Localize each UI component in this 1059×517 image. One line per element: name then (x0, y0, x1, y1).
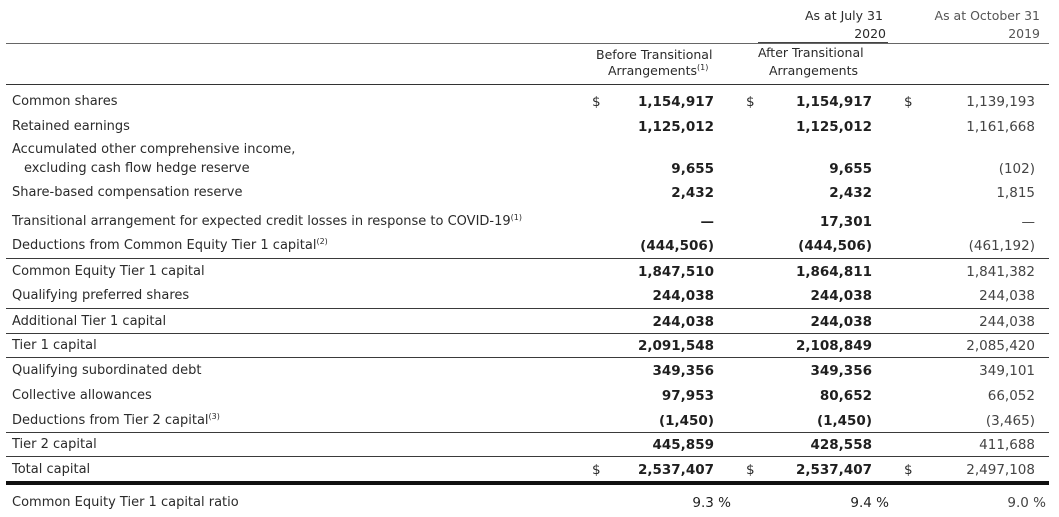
row-divider (6, 456, 1049, 457)
header-july-underline (758, 42, 888, 43)
row-label-cet1-capital: Common Equity Tier 1 capital (12, 264, 205, 279)
cell-before: 2,432 (671, 185, 714, 201)
header-july-year: 2020 (854, 26, 886, 41)
row-label-text: Transitional arrangement for expected credit losses in response to COVID-19 (12, 214, 511, 229)
row-label-common-shares: Common shares (12, 94, 118, 109)
header-after-line1: After Transitional (758, 45, 864, 60)
cell-before: 1,847,510 (637, 264, 714, 280)
row-label-additional-tier1: Additional Tier 1 capital (12, 314, 167, 329)
cell-oct: 2,497,108 (966, 462, 1035, 478)
cell-oct: 9.0 % (1007, 495, 1046, 511)
footnote-marker: (1) (510, 213, 522, 222)
cell-after: 17,301 (819, 214, 872, 230)
currency-symbol: $ (904, 462, 913, 478)
header-after-line2: Arrangements (769, 63, 859, 78)
cell-oct: 2,085,420 (966, 338, 1035, 354)
row-label-transitional-arrangement (12, 214, 522, 230)
cell-after: 1,864,811 (795, 264, 872, 280)
row-divider (6, 357, 1049, 358)
currency-symbol: $ (904, 94, 913, 110)
currency-symbol: $ (592, 462, 601, 478)
cell-after: 1,154,917 (795, 94, 872, 110)
row-label-share-based-comp: Share-based compensation reserve (12, 185, 243, 200)
cell-before: 9,655 (671, 161, 714, 177)
row-label-tier2-capital: Tier 2 capital (12, 437, 97, 452)
total-double-rule (6, 481, 1049, 485)
cell-before: 445,859 (652, 437, 714, 453)
row-label-cet1-ratio: Common Equity Tier 1 capital ratio (12, 495, 239, 510)
cell-before: 9.3 % (692, 495, 731, 511)
row-label-total-capital: Total capital (12, 462, 91, 477)
cell-before: 2,537,407 (637, 462, 714, 478)
row-label-subordinated-debt: Qualifying subordinated debt (12, 363, 202, 378)
header-july-title: As at July 31 (805, 8, 883, 23)
cell-after: 428,558 (810, 437, 872, 453)
cell-oct: (102) (998, 161, 1035, 177)
cell-oct: 244,038 (979, 314, 1035, 330)
header-before-line1: Before Transitional (596, 47, 713, 62)
currency-symbol: $ (746, 94, 755, 110)
header-oct-title: As at October 31 (934, 8, 1040, 23)
cell-before: 1,125,012 (637, 119, 714, 135)
cell-before: 244,038 (652, 288, 714, 304)
cell-oct: 1,161,668 (966, 119, 1035, 135)
row-label-tier1-capital: Tier 1 capital (12, 338, 97, 353)
header-before-line2 (608, 63, 708, 79)
cell-oct: 244,038 (979, 288, 1035, 304)
header-bottom-rule (6, 84, 1049, 85)
cell-after: 80,652 (819, 388, 872, 404)
cell-oct: (3,465) (985, 413, 1035, 429)
row-label-text: Deductions from Tier 2 capital (12, 413, 209, 428)
footnote-marker: (2) (316, 237, 328, 246)
cell-oct: 66,052 (987, 388, 1035, 404)
cell-before: 349,356 (652, 363, 714, 379)
header-before-note: (1) (697, 63, 709, 72)
row-label-deductions-cet1 (12, 238, 328, 254)
row-label-qualifying-preferred: Qualifying preferred shares (12, 288, 190, 303)
cell-before: 97,953 (661, 388, 714, 404)
row-divider (6, 333, 1049, 334)
row-label-retained-earnings: Retained earnings (12, 119, 130, 134)
row-divider (6, 308, 1049, 309)
header-oct-year: 2019 (1008, 26, 1040, 41)
cell-after: 244,038 (810, 314, 872, 330)
row-divider (6, 432, 1049, 433)
row-label-collective-allowances: Collective allowances (12, 388, 152, 403)
cell-after: 244,038 (810, 288, 872, 304)
row-label-deductions-tier2 (12, 413, 220, 429)
cell-before: 2,091,548 (637, 338, 714, 354)
row-label-aoci: Accumulated other comprehensive income, (12, 142, 296, 157)
cell-after: (1,450) (816, 413, 872, 429)
cell-after: 9.4 % (850, 495, 889, 511)
currency-symbol: $ (592, 94, 601, 110)
cell-before: 1,154,917 (637, 94, 714, 110)
cell-after: 9,655 (829, 161, 872, 177)
row-label-text: Deductions from Common Equity Tier 1 capital (12, 238, 317, 253)
cell-oct: 1,139,193 (966, 94, 1035, 110)
cell-oct: 349,101 (979, 363, 1035, 379)
header-before-text: Arrangements (608, 63, 698, 78)
cell-oct: (461,192) (968, 238, 1035, 254)
footnote-marker: (3) (208, 412, 220, 421)
cell-after: 349,356 (810, 363, 872, 379)
cell-after: (444,506) (798, 238, 872, 254)
row-label-aoci-line2: excluding cash flow hedge reserve (24, 161, 250, 176)
header-top-rule (6, 43, 1049, 44)
cell-before: 244,038 (652, 314, 714, 330)
cell-oct: 1,841,382 (966, 264, 1035, 280)
currency-symbol: $ (746, 462, 755, 478)
cell-oct: 1,815 (996, 185, 1035, 201)
row-divider (6, 258, 1049, 259)
cell-before: — (700, 214, 714, 230)
cell-oct: 411,688 (979, 437, 1035, 453)
cell-after: 2,432 (829, 185, 872, 201)
cell-after: 2,108,849 (795, 338, 872, 354)
cell-after: 2,537,407 (795, 462, 872, 478)
cell-before: (1,450) (658, 413, 714, 429)
cell-after: 1,125,012 (795, 119, 872, 135)
cell-before: (444,506) (640, 238, 714, 254)
cell-oct: — (1021, 214, 1035, 230)
